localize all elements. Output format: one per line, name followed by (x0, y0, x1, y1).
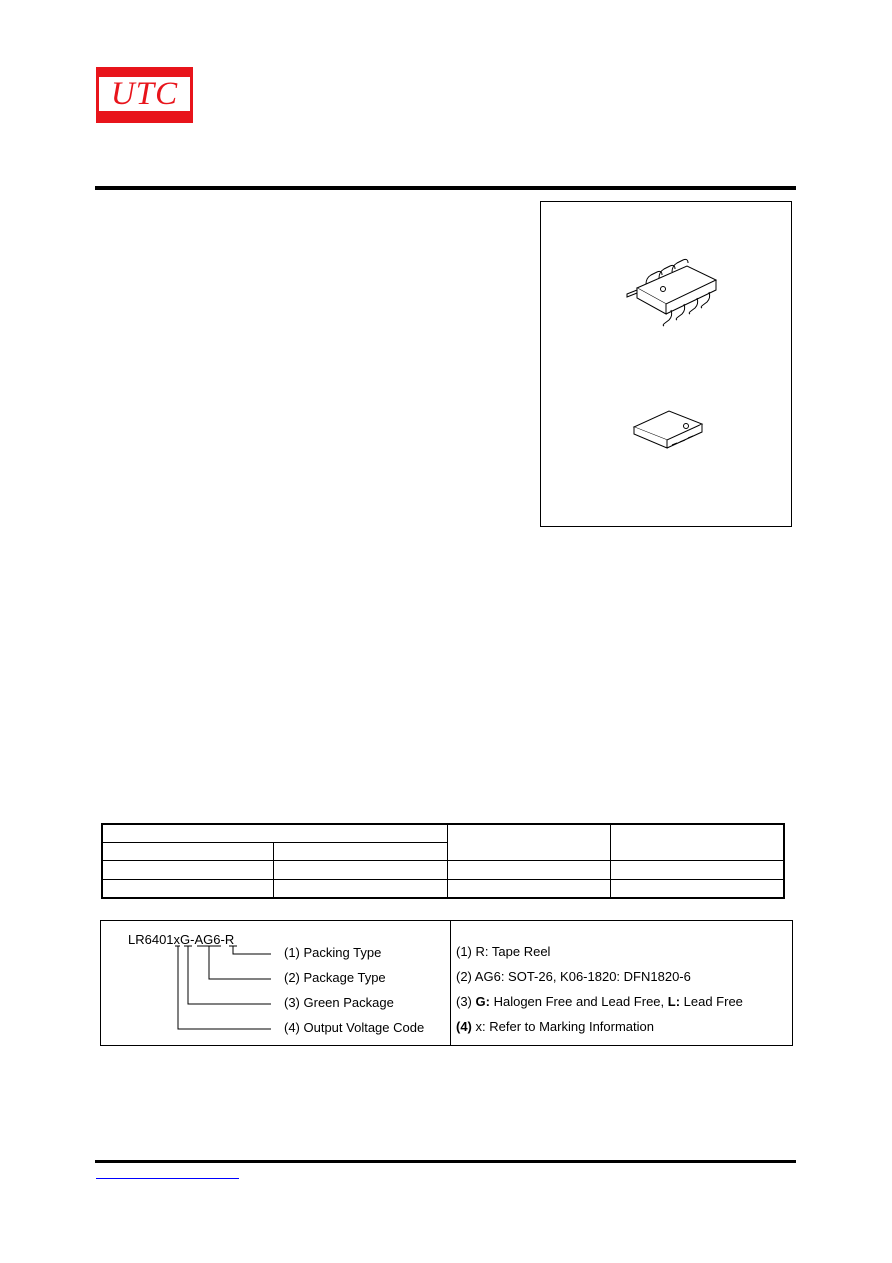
code-dash: - (220, 932, 225, 947)
sot-26-package-icon (627, 259, 716, 326)
logo-text: UTC (110, 76, 179, 112)
desc-num: (2) (456, 969, 472, 984)
part-number-decoder (100, 920, 793, 1046)
desc-text: Refer to Marking Information (485, 1019, 654, 1034)
table-col-rule (447, 825, 448, 897)
footer-website-link[interactable] (96, 1177, 239, 1179)
table-rule (103, 842, 447, 843)
desc-text: : Tape Reel (484, 944, 551, 959)
desc-package (456, 969, 691, 984)
package-illustration-box (540, 201, 792, 527)
code-packing: R (224, 932, 235, 947)
ordering-information-table (101, 823, 785, 899)
desc-key: G: (475, 994, 490, 1009)
table-rule (103, 879, 783, 880)
desc-num: (3) (456, 994, 472, 1009)
desc-key: R (475, 944, 485, 959)
table-rule (103, 860, 783, 861)
field-package-type: (2) Package Type (284, 970, 386, 985)
desc-text: : SOT-26, K06-1820: DFN1820-6 (500, 969, 691, 984)
desc-voltage (456, 1019, 654, 1034)
desc-key: L: (667, 994, 681, 1009)
code-dash: - (190, 932, 195, 947)
desc-text: Halogen Free and Lead Free, (489, 994, 668, 1009)
code-green: G (180, 932, 191, 947)
desc-packing (456, 944, 550, 959)
desc-key: AG6 (474, 969, 501, 984)
decoder-divider (450, 921, 451, 1045)
dfn1820-package-icon (634, 411, 702, 448)
field-green-package: (3) Green Package (284, 995, 394, 1010)
code-prefix: LR6401 (128, 932, 174, 947)
field-output-voltage-code: (4) Output Voltage Code (284, 1020, 425, 1035)
desc-green (456, 994, 743, 1009)
desc-num: (4) (456, 1019, 472, 1034)
header-rule (95, 186, 796, 190)
utc-logo (96, 67, 193, 123)
code-package: AG6 (194, 932, 221, 947)
table-col-rule (610, 825, 611, 897)
package-drawings (541, 202, 791, 526)
footer-rule (95, 1160, 796, 1163)
desc-key: x: (475, 1019, 486, 1034)
logo-inner-panel (99, 77, 190, 111)
code-voltage: x (173, 932, 181, 947)
desc-text: Lead Free (680, 994, 743, 1009)
desc-num: (1) (456, 944, 472, 959)
field-packing-type: (1) Packing Type (284, 945, 382, 960)
table-col-rule (273, 842, 274, 897)
